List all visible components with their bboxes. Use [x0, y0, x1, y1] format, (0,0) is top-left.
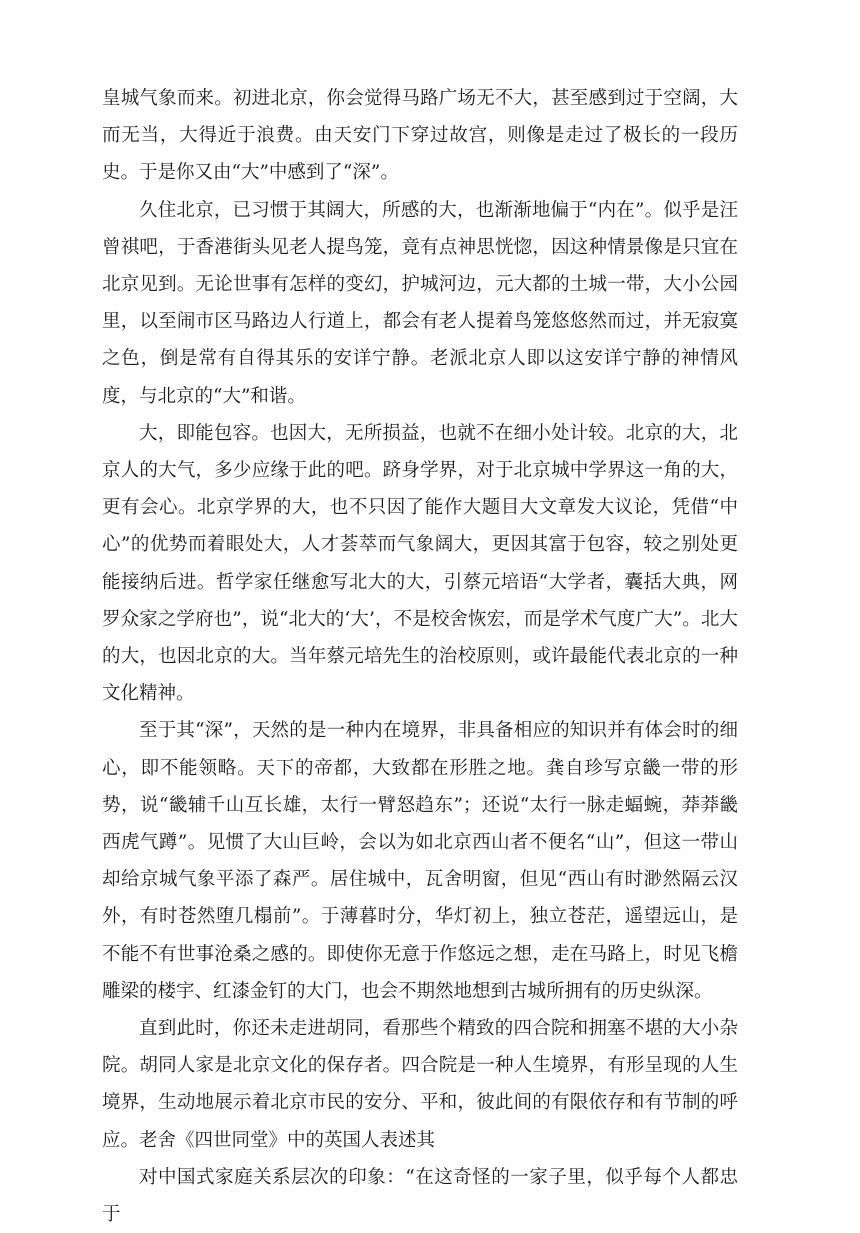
paragraph-4: 至于其“深”，天然的是一种内在境界，非具备相应的知识并有体会时的细心，即不能领略。天下的帝都，大致都在形胜之地。龚自珍写京畿一带的形势，说“畿辅千山互长雄，太行一臂怒趋东”；还说“太行一脉走蝠蜿，莽莽畿西虎气蹲”。见惯了大山巨岭，会以为如北京西山者不便名“山”，但这一带山却给京城气象平添了森严。居住城中，瓦舍明窗，但见“西山有时渺然隔云汉外，有时苍然堕几榻前”。于薄暮时分，华灯初上，独立苍茫，遥望远山，是不能不有世事沧桑之感的。即使你无意于作悠远之想，走在马路上，时见飞檐雕梁的楼宇、红漆金钉的大门，也会不期然地想到古城所拥有的历史纵深。 [102, 720, 738, 1002]
paragraph-6: 对中国式家庭关系层次的印象：“在这奇怪的一家子里，似乎每个人都忠于 [102, 1166, 738, 1226]
document-body [102, 80, 738, 1233]
paragraph-2: 久住北京，已习惯于其阔大，所感的大，也渐渐地偏于“内在”。似乎是汪曾祺吧，于香港街头见老人提鸟笼，竟有点神思恍惚，因这种情景像是只宜在北京见到。无论世事有怎样的变幻，护城河边，元大都的土城一带，大小公园里，以至闹市区马路边人行道上，都会有老人提着鸟笼悠悠然而过，并无寂寞之色，倒是常有自得其乐的安详宁静。老派北京人即以这安详宁静的神情风度，与北京的“大”和谐。 [102, 199, 738, 407]
paragraph-1: 皇城气象而来。初进北京，你会觉得马路广场无不大，甚至感到过于空阔，大而无当，大得近于浪费。由天安门下穿过故宫，则像是走过了极长的一段历史。于是你又由“大”中感到了“深”。 [102, 88, 738, 184]
paragraph-3: 大，即能包容。也因大，无所损益，也就不在细小处计较。北京的大，北京人的大气，多少应缘于此的吧。跻身学界，对于北京城中学界这一角的大，更有会心。北京学界的大，也不只因了能作大题目大文章发大议论，凭借“中心”的优势而着眼处大，人才荟萃而气象阔大，更因其富于包容，较之别处更能接纳后进。哲学家任继愈写北大的大，引蔡元培语“大学者，囊括大典，网罗众家之学府也”，说“北大的‘大’，不是校舍恢宏，而是学术气度广大”。北大的大，也因北京的大。当年蔡元培先生的治校原则，或许最能代表北京的一种文化精神。 [102, 422, 738, 705]
paragraph-5: 直到此时，你还未走进胡同，看那些个精致的四合院和拥塞不堪的大小杂院。胡同人家是北京文化的保存者。四合院是一种人生境界，有形呈现的人生境界，生动地展示着北京市民的安分、平和，彼此间的有限依存和有节制的呼应。老舍《四世同堂》中的英国人表述其 [102, 1018, 738, 1151]
